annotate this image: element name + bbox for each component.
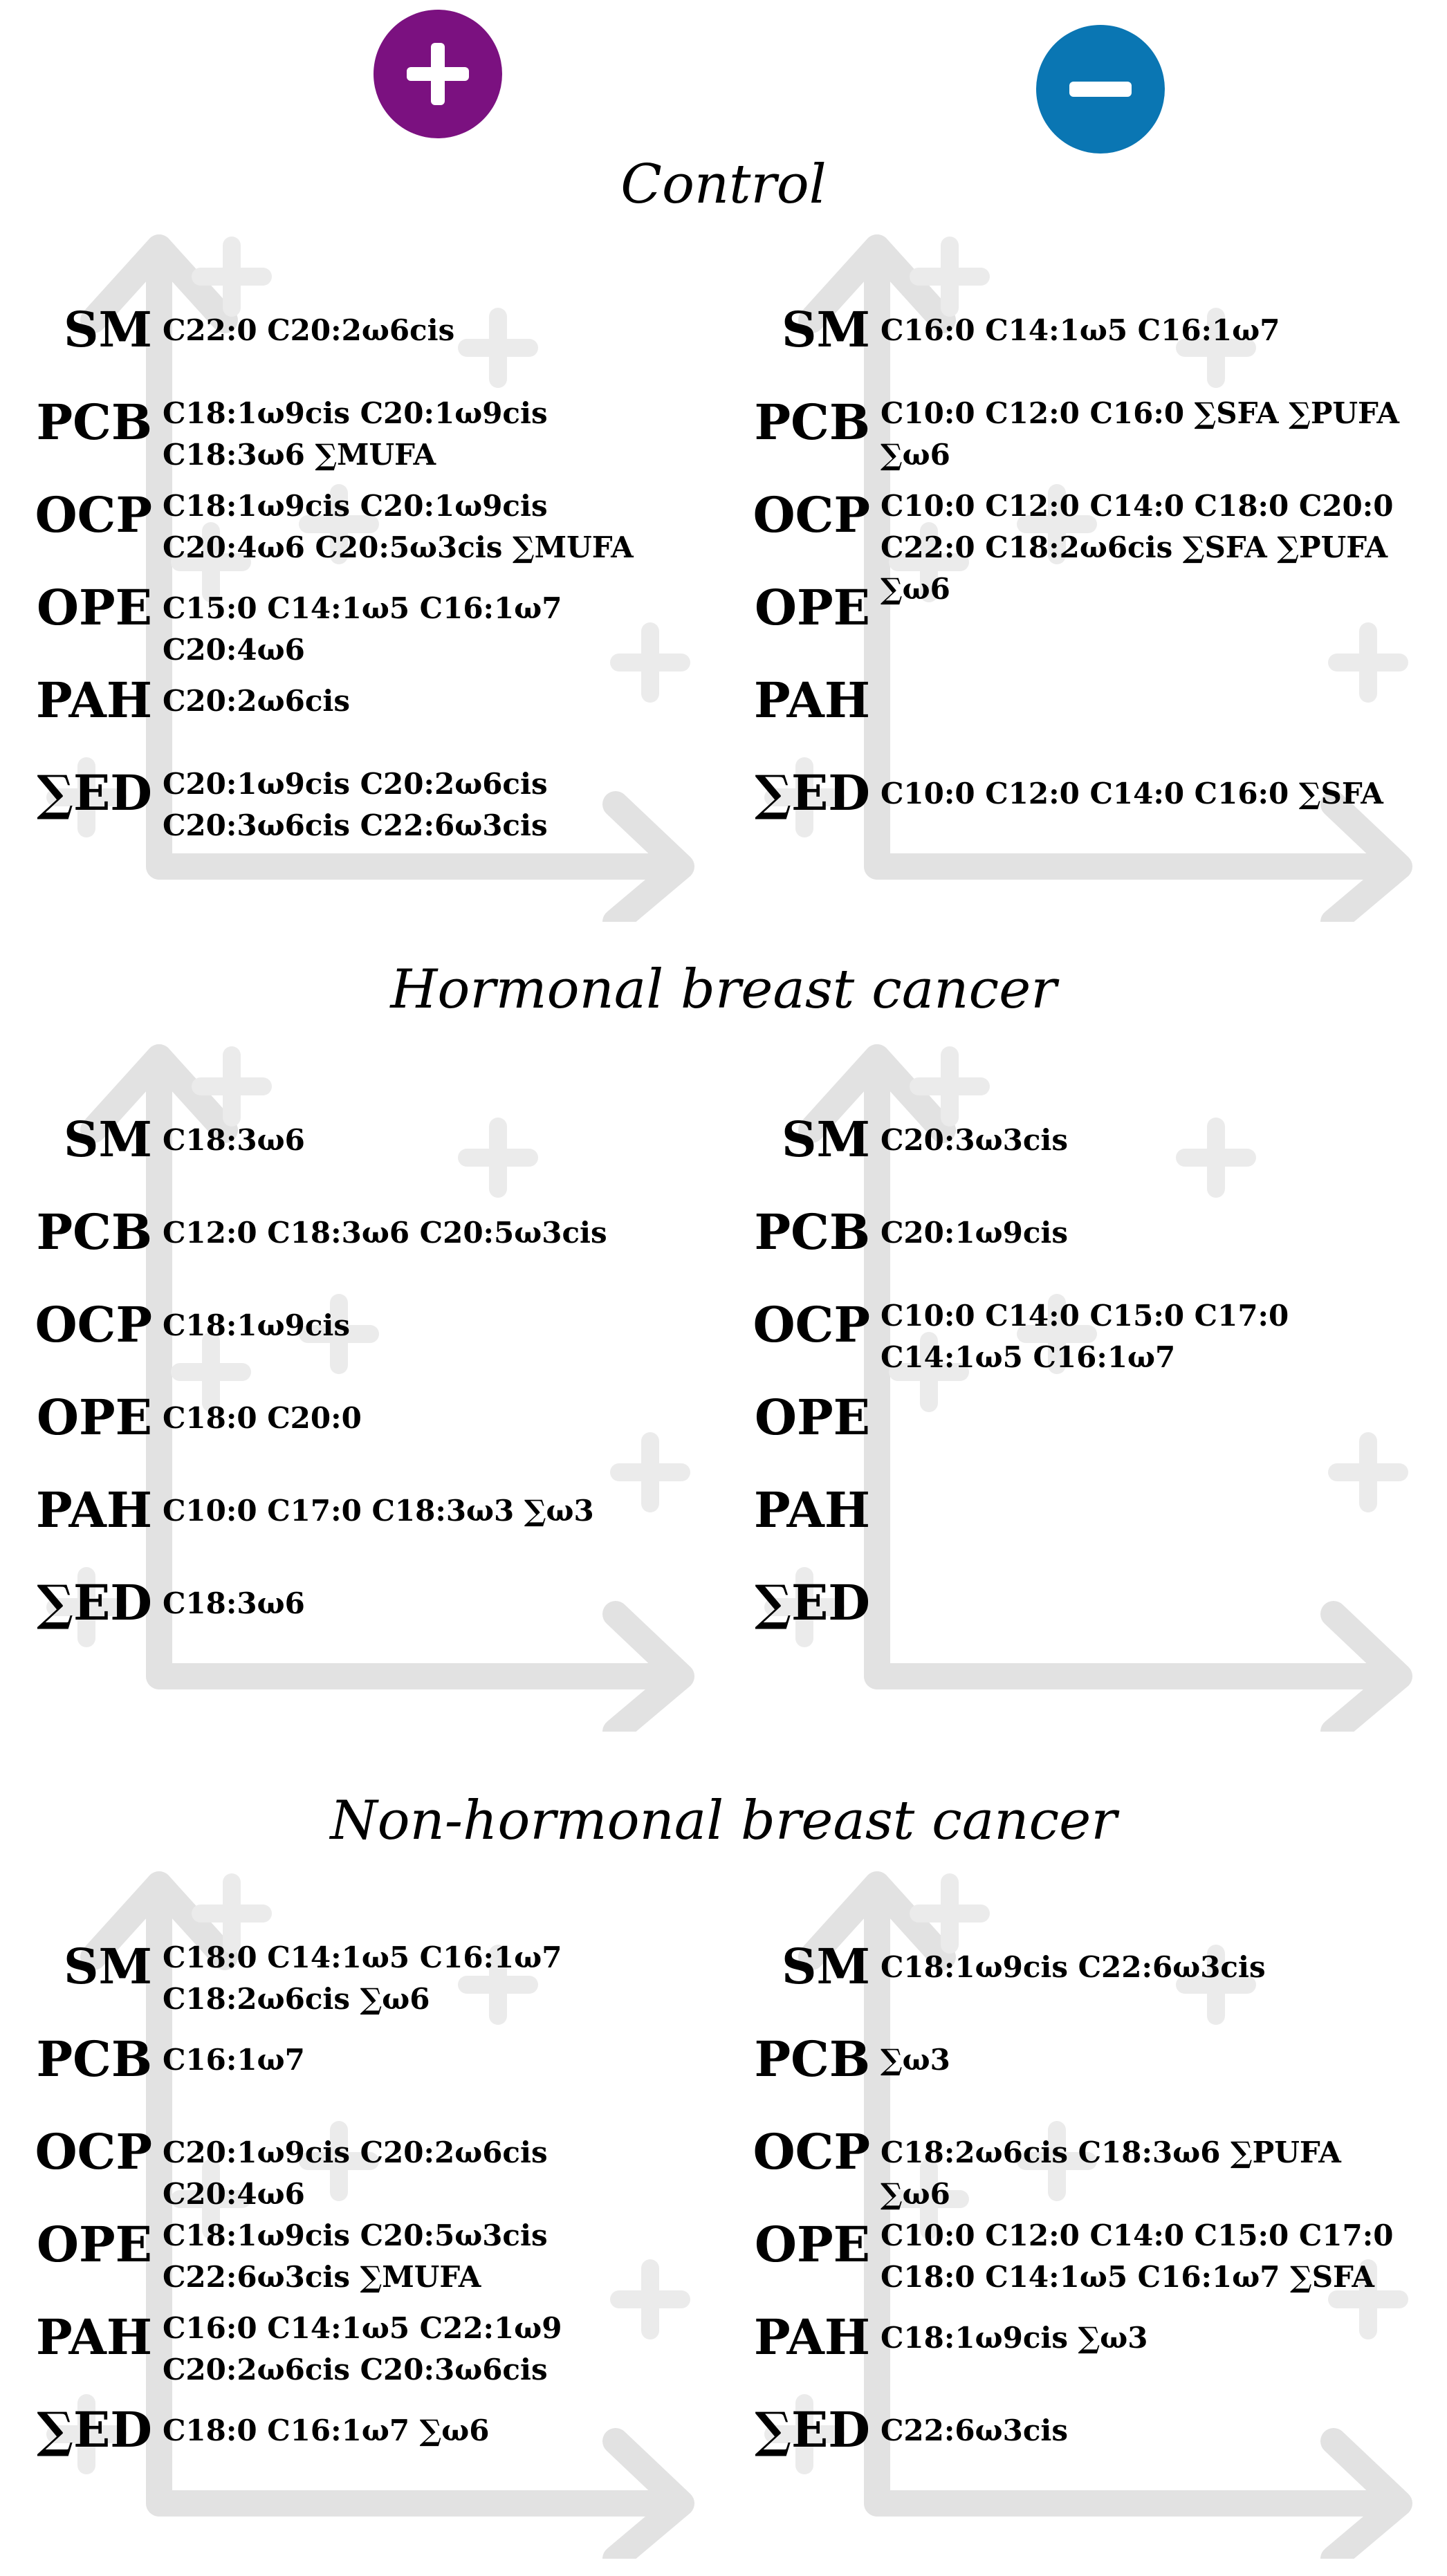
positive-association-panel [14,220,706,922]
fatty-acid-list: C20:1ω9cis C20:2ω6cis C20:4ω6 [163,2135,548,2211]
fatty-acid-list: ∑ω3 [881,2043,950,2077]
section-title: Non-hormonal breast cancer [330,1790,1117,1852]
minus-icon [1036,25,1165,154]
fatty-acid-list: C18:1ω9cis C20:5ω3cis C22:6ω3cis ∑MUFA [163,2218,548,2294]
exposure-label: PAH [754,671,870,729]
exposure-label: PAH [36,1481,152,1539]
positive-association-panel [14,1857,706,2559]
fatty-acid-list: C18:3ω6 [163,1123,305,1157]
exposure-label: SM [781,301,870,358]
positive-association-panel [14,1030,706,1732]
fatty-acid-list: C22:0 C20:2ω6cis [163,313,455,347]
exposure-label: OPE [755,1389,870,1446]
fatty-acid-list: C10:0 C14:0 C15:0 C17:0 C14:1ω5 C16:1ω7 [881,1299,1289,1374]
exposure-label: OCP [753,1296,870,1353]
exposure-label: SM [781,1111,870,1168]
fatty-acid-list: C16:0 C14:1ω5 C22:1ω9 C20:2ω6cis C20:3ω6cis [163,2311,562,2387]
fatty-acid-list: C10:0 C12:0 C14:0 C18:0 C20:0 C22:0 C18:2ω6cis ∑SFA ∑PUFA ∑ω6 [881,489,1394,606]
exposure-label: OCP [35,2123,152,2180]
exposure-label: SM [781,1938,870,1995]
section-title: Control [620,154,827,216]
negative-association-panel [732,1030,1423,1732]
exposure-label: ∑ED [755,1574,870,1631]
fatty-acid-list: C10:0 C12:0 C14:0 C15:0 C17:0 C18:0 C14:1ω5 C16:1ω7 ∑SFA [881,2218,1394,2294]
exposure-label: PAH [754,2308,870,2366]
exposure-label: ∑ED [755,764,870,822]
fatty-acid-list: C20:1ω9cis [881,1216,1068,1250]
exposure-label: PCB [754,393,870,451]
exposure-label: PAH [36,671,152,729]
fatty-acid-list: C18:0 C14:1ω5 C16:1ω7 C18:2ω6cis ∑ω6 [163,1940,562,2016]
exposure-label: SM [63,301,152,358]
fatty-acid-list: C18:3ω6 [163,1586,305,1620]
plus-icon [374,10,502,138]
fatty-acid-list: C18:1ω9cis [163,1308,350,1342]
fatty-acid-list: C18:1ω9cis C22:6ω3cis [881,1950,1266,1984]
fatty-acid-list: C12:0 C18:3ω6 C20:5ω3cis [163,1216,607,1250]
exposure-label: OCP [35,486,152,544]
fatty-acid-list: C15:0 C14:1ω5 C16:1ω7 C20:4ω6 [163,591,562,667]
fatty-acid-list: C16:0 C14:1ω5 C16:1ω7 [881,313,1280,347]
fatty-acid-list: C18:0 C20:0 [163,1401,362,1435]
section-title: Hormonal breast cancer [390,958,1057,1021]
fatty-acid-list: C10:0 C17:0 C18:3ω3 ∑ω3 [163,1494,594,1528]
fatty-acid-list: C10:0 C12:0 C14:0 C16:0 ∑SFA [881,777,1383,810]
negative-sign [1036,25,1165,154]
exposure-label: PCB [36,2030,152,2088]
fatty-acid-list: C10:0 C12:0 C16:0 ∑SFA ∑PUFA ∑ω6 [881,396,1399,472]
exposure-label: PAH [754,1481,870,1539]
fatty-acid-list: C16:1ω7 [163,2043,305,2077]
exposure-label: OPE [37,1389,152,1446]
fatty-acid-list: C18:1ω9cis C20:1ω9cis C18:3ω6 ∑MUFA [163,396,548,472]
exposure-label: PAH [36,2308,152,2366]
exposure-label: ∑ED [755,2401,870,2458]
fatty-acid-list: C18:0 C16:1ω7 ∑ω6 [163,2413,490,2447]
fatty-acid-list: C18:1ω9cis ∑ω3 [881,2321,1148,2355]
exposure-label: PCB [36,393,152,451]
exposure-label: PCB [754,2030,870,2088]
exposure-label: OCP [753,2123,870,2180]
exposure-label: SM [63,1938,152,1995]
exposure-label: OPE [37,2216,152,2273]
fatty-acid-list: C20:3ω3cis [881,1123,1068,1157]
exposure-label: PCB [36,1203,152,1261]
exposure-label: OPE [755,579,870,636]
negative-association-panel [732,220,1423,922]
exposure-label: OCP [35,1296,152,1353]
fatty-acid-list: C22:6ω3cis [881,2413,1068,2447]
exposure-label: ∑ED [37,1574,152,1631]
exposure-label: SM [63,1111,152,1168]
exposure-label: OPE [37,579,152,636]
exposure-label: OPE [755,2216,870,2273]
fatty-acid-list: C20:1ω9cis C20:2ω6cis C20:3ω6cis C22:6ω3cis [163,767,548,842]
fatty-acid-list: C18:2ω6cis C18:3ω6 ∑PUFA ∑ω6 [881,2135,1341,2211]
exposure-label: PCB [754,1203,870,1261]
fatty-acid-list: C18:1ω9cis C20:1ω9cis C20:4ω6 C20:5ω3cis ∑MUFA [163,489,634,564]
exposure-label: OCP [753,486,870,544]
negative-association-panel [732,1857,1423,2559]
positive-sign [374,10,502,138]
exposure-label: ∑ED [37,2401,152,2458]
fatty-acid-list: C20:2ω6cis [163,684,350,718]
exposure-label: ∑ED [37,764,152,822]
